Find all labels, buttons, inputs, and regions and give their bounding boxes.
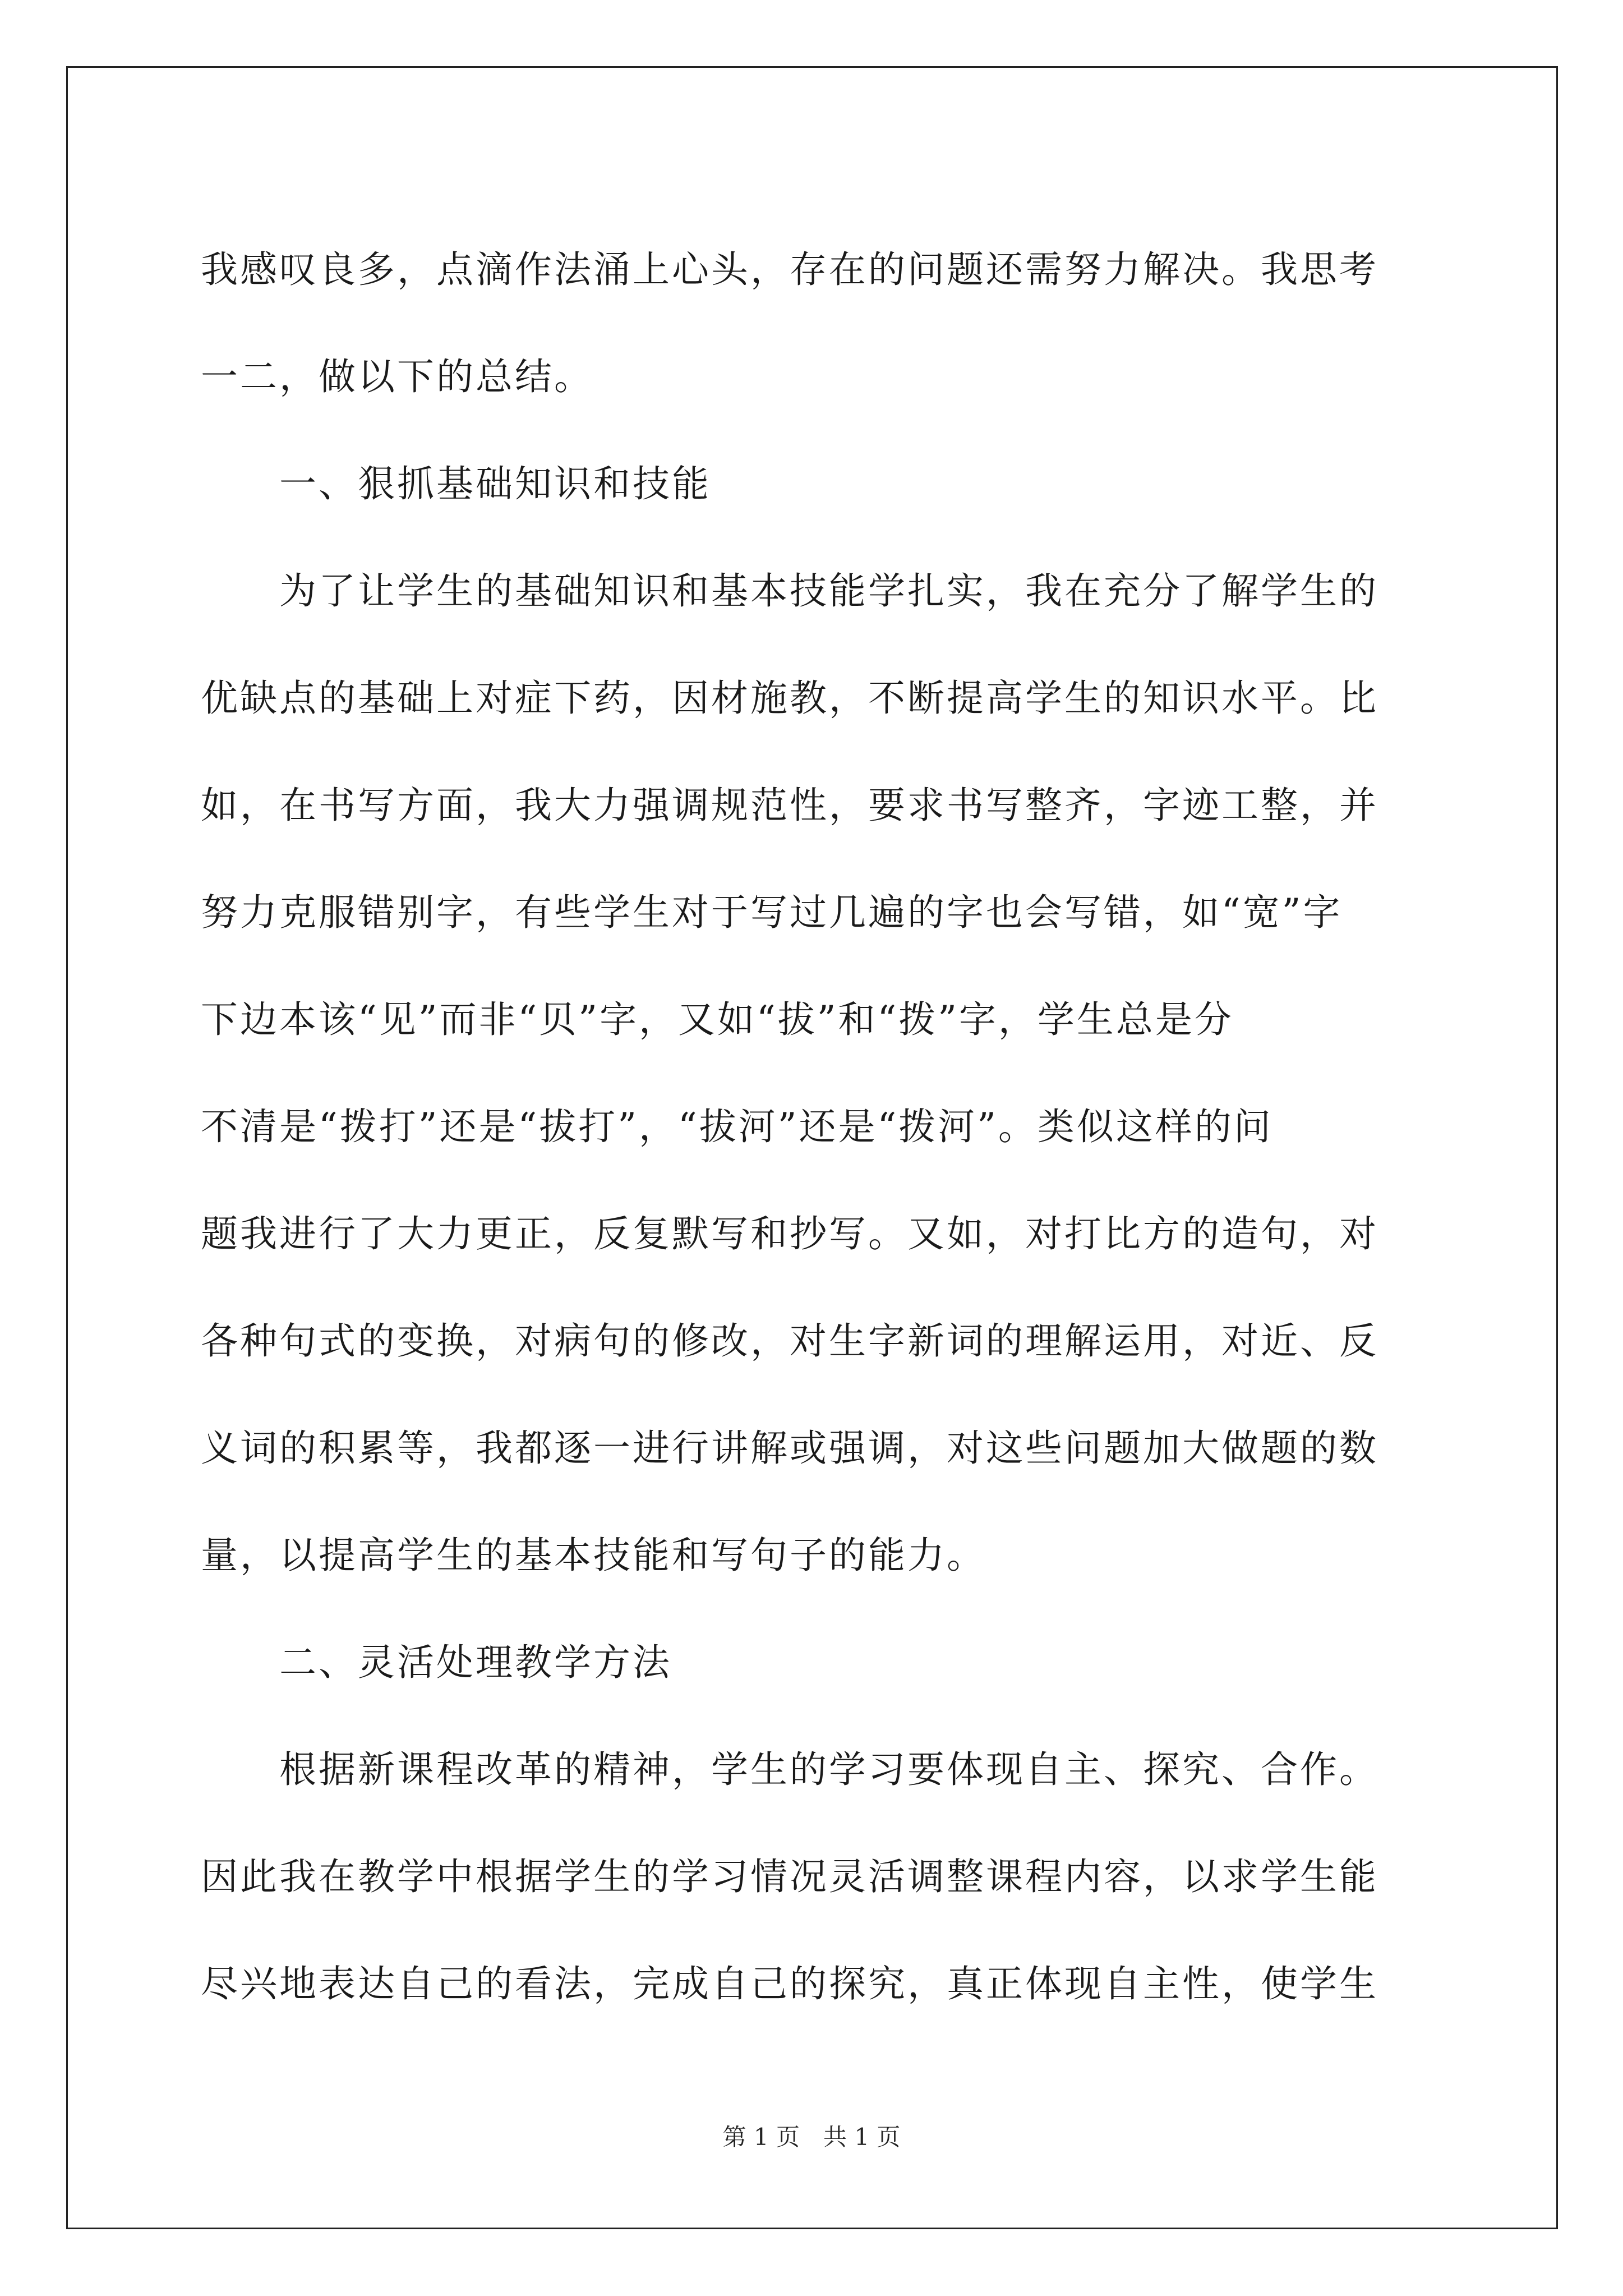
text-line: 为了让学生的基础知识和基本技能学扎实，我在充分了解学生的: [201, 569, 1378, 613]
text-line: 题我进行了大力更正，反复默写和抄写。又如，对打比方的造句，对: [201, 1212, 1378, 1255]
text-line: 尽兴地表达自己的看法，完成自己的探究，真正体现自主性，使学生: [201, 1962, 1378, 2005]
text-line: 一二，做以下的总结。: [201, 355, 593, 398]
text-line: 我感叹良多，点滴作法涌上心头，存在的问题还需努力解决。我思考: [201, 248, 1378, 291]
text-line: 各种句式的变换，对病句的修改，对生字新词的理解运用，对近、反: [201, 1319, 1378, 1363]
section-heading: 一、狠抓基础知识和技能: [201, 462, 711, 505]
text-line: 量，以提高学生的基本技能和写句子的能力。: [201, 1534, 986, 1577]
text-line: 根据新课程改革的精神，学生的学习要体现自主、探究、合作。: [201, 1748, 1378, 1791]
text-line: 下边本该“见”而非“贝”字，又如“拔”和“拨”字，学生总是分: [201, 998, 1234, 1041]
section-heading: 二、灵活处理教学方法: [201, 1641, 672, 1684]
text-line: 不清是“拨打”还是“拔打”，“拔河”还是“拨河”。类似这样的问: [201, 1105, 1273, 1148]
text-line: 义词的积累等，我都逐一进行讲解或强调，对这些问题加大做题的数: [201, 1427, 1378, 1470]
text-line: 如，在书写方面，我大力强调规范性，要求书写整齐，字迹工整，并: [201, 784, 1378, 827]
page-footer: 第 1 页 共 1 页: [722, 2123, 901, 2151]
text-line: 优缺点的基础上对症下药，因材施教，不断提高学生的知识水平。比: [201, 677, 1378, 720]
document-body: [201, 216, 1432, 2037]
text-line: 因此我在教学中根据学生的学习情况灵活调整课程内容，以求学生能: [201, 1855, 1378, 1898]
text-line: 努力克服错别字，有些学生对于写过几遍的字也会写错，如“宽”字: [201, 891, 1343, 934]
